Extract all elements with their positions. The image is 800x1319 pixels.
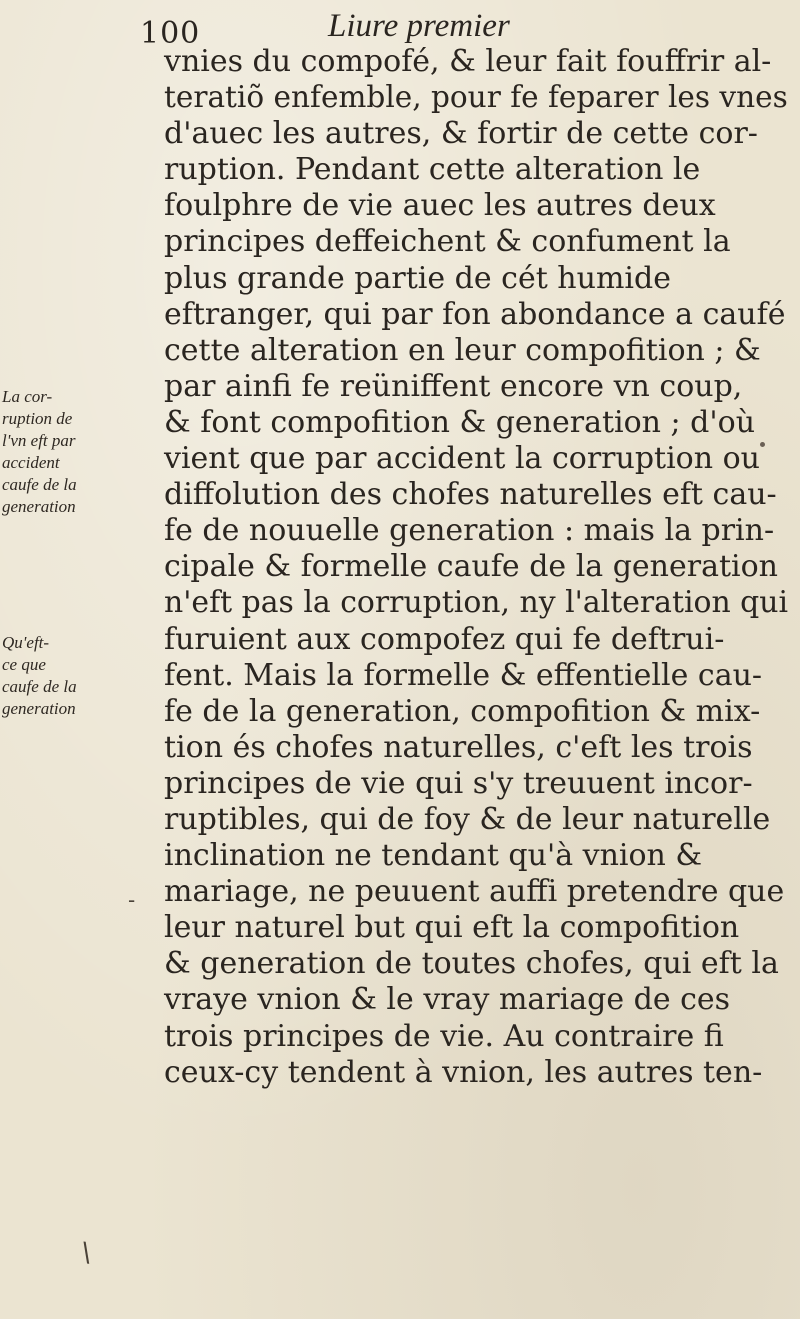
text-line: ruption. Pendant cette alteration le <box>164 152 701 188</box>
margin-note-line: generation <box>2 699 76 718</box>
text-line: furuient aux compofez qui fe deftrui- <box>164 621 725 657</box>
margin-note-line: accident <box>2 453 60 472</box>
text-line: d'auec les autres, & fortir de cette cor- <box>164 116 758 152</box>
text-line: cette alteration en leur compofition ; & <box>164 332 761 368</box>
running-title: Liure premier <box>328 8 510 44</box>
text-line: principes de vie qui s'y treuuent incor- <box>164 765 753 801</box>
margin-note-line: La cor- <box>2 387 53 406</box>
stray-dash-mark: - <box>128 888 136 912</box>
text-line: principes deffeichent & confument la <box>164 224 731 260</box>
text-line: inclination ne tendant qu'à vnion & <box>164 838 703 874</box>
page-number: 100 <box>140 16 201 51</box>
text-line: & generation de toutes chofes, qui eft la <box>164 946 779 982</box>
margin-note-line: caufe de la <box>2 475 77 494</box>
text-line: fe de nouuelle generation : mais la prin- <box>164 513 775 549</box>
margin-note-line: ce que <box>2 655 46 674</box>
text-line: plus grande partie de cét humide <box>164 260 671 296</box>
stray-pen-mark: \ <box>79 1237 93 1269</box>
text-line: teratiõ enfemble, pour fe feparer les vnes <box>164 80 788 116</box>
text-line: eftranger, qui par fon abondance a caufé <box>164 296 786 332</box>
text-line: vraye vnion & le vray mariage de ces <box>164 982 731 1018</box>
margin-note-line: generation <box>2 497 76 516</box>
text-line: ruptibles, qui de foy & de leur naturelle <box>164 801 771 837</box>
ink-speck <box>760 442 765 447</box>
margin-note-cause <box>2 632 77 720</box>
margin-note-corruption <box>2 386 77 518</box>
text-line: tion és chofes naturelles, c'eft les trois <box>164 729 753 765</box>
text-line: vnies du compofé, & leur fait fouffrir al- <box>164 44 772 79</box>
margin-note-line: caufe de la <box>2 677 77 696</box>
text-line: fe de la generation, compofition & mix- <box>164 693 761 729</box>
text-line: mariage, ne peuuent auffi pretendre que <box>164 874 785 910</box>
text-line: foulphre de vie auec les autres deux <box>164 188 716 224</box>
text-line: ceux-cy tendent à vnion, les autres ten- <box>164 1054 763 1090</box>
body-text <box>164 44 788 1091</box>
text-line: fent. Mais la formelle & effentielle cau- <box>164 657 763 693</box>
text-line: cipale & formelle caufe de la generation <box>164 549 779 585</box>
text-line: trois principes de vie. Au contraire fi <box>164 1018 724 1054</box>
text-line: leur naturel but qui eft la compofition <box>164 910 740 946</box>
margin-note-line: ruption de <box>2 409 73 428</box>
text-line: n'eft pas la corruption, ny l'alteration qui <box>164 585 789 621</box>
text-line: & font compofition & generation ; d'où <box>164 404 756 440</box>
margin-note-line: Qu'eft- <box>2 633 50 652</box>
text-line: diffolution des chofes naturelles eft cau- <box>164 477 777 513</box>
text-line: vient que par accident la corruption ou <box>164 441 760 477</box>
text-line: par ainfi fe reüniffent encore vn coup, <box>164 368 743 404</box>
margin-note-line: l'vn eft par <box>2 431 76 450</box>
